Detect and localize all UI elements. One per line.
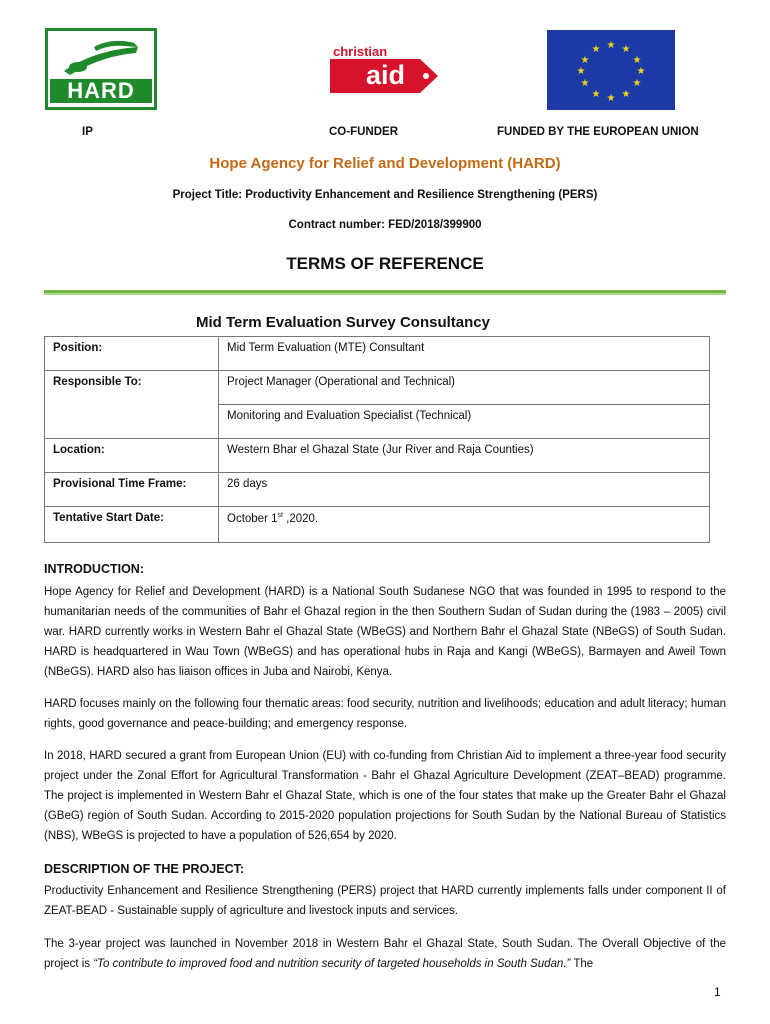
- introduction-paragraph-1: Hope Agency for Relief and Development (HARD) is a National South Sudanese NGO that was founded in 1995 to respond to the humanitarian needs of the communities of Bahr el Ghazal region in the then Southern Sudan of Sudan during the (1983 – 2005) civil war. HARD currently works in Western Bahr el Ghazal State (WBeGS) and Northern Bahr el Ghazal State (NBeGS) of South Sudan. HARD is headquartered in Wau Town (WBeGS) and has operational hubs in Raja and Kangi (WBeGS), Barmayen and Aweil Town (NBeGS). HARD also has liaison offices in Juba and Nairobi, Kenya.: [44, 586, 726, 678]
- location-key: Location:: [45, 439, 219, 473]
- hard-logo-text: HARD: [50, 79, 152, 103]
- timeframe-value: 26 days: [219, 473, 710, 507]
- timeframe-key: Provisional Time Frame:: [45, 473, 219, 507]
- christian-aid-logo: [330, 44, 440, 94]
- svg-text:★: ★: [591, 44, 601, 55]
- svg-text:★: ★: [606, 40, 616, 51]
- position-info-table: [44, 336, 710, 543]
- christian-aid-top-text: christian: [333, 44, 388, 59]
- svg-text:★: ★: [606, 93, 616, 104]
- table-row: [45, 507, 710, 543]
- start-date-day: October 1: [227, 512, 278, 525]
- eu-flag: [547, 30, 675, 110]
- table-row: [45, 439, 710, 473]
- svg-text:★: ★: [621, 44, 631, 55]
- svg-text:★: ★: [632, 55, 642, 66]
- organization-title: Hope Agency for Relief and Development (HARD): [209, 155, 561, 172]
- start-date-value: [219, 507, 710, 543]
- table-row: [45, 371, 710, 405]
- hard-logo: [45, 28, 157, 110]
- introduction-heading: INTRODUCTION:: [44, 562, 144, 576]
- svg-text:★: ★: [632, 78, 642, 89]
- svg-text:★: ★: [580, 55, 590, 66]
- introduction-paragraph-2: HARD focuses mainly on the following four thematic areas: food security, nutrition and livelihoods; education and adult literacy; human rights, good governance and peace-building; and emergency response.: [44, 698, 726, 730]
- green-divider: [44, 290, 726, 295]
- position-value: Mid Term Evaluation (MTE) Consultant: [219, 337, 710, 371]
- svg-text:★: ★: [636, 66, 646, 77]
- start-date-year: ,2020.: [282, 512, 319, 525]
- eu-stars-icon: [547, 30, 675, 110]
- consultancy-title: Mid Term Evaluation Survey Consultancy: [196, 314, 490, 331]
- responsible-key: Responsible To:: [45, 371, 219, 439]
- funded-by-eu-label: FUNDED BY THE EUROPEAN UNION: [497, 126, 699, 138]
- description-paragraph-2: [44, 934, 726, 974]
- page-number: 1: [714, 985, 721, 999]
- contract-number: Contract number: FED/2018/399900: [288, 219, 482, 231]
- description-heading: DESCRIPTION OF THE PROJECT:: [44, 862, 245, 876]
- cofunder-label: CO-FUNDER: [329, 126, 398, 138]
- start-date-suffix: st: [277, 512, 283, 519]
- ip-label: IP: [82, 126, 93, 138]
- start-date-key: Tentative Start Date:: [45, 507, 219, 543]
- table-row: [45, 337, 710, 371]
- project-title: Project Title: Productivity Enhancement and Resilience Strengthening (PERS): [172, 189, 598, 201]
- svg-text:★: ★: [621, 89, 631, 100]
- objective-intro: The 3-year project was launched in November 2018 in Western Bahr el Ghazal State, South Sudan. The Overall Objective of the project is: [44, 938, 726, 970]
- position-key: Position:: [45, 337, 219, 371]
- location-value: Western Bhar el Ghazal State (Jur River and Raja Counties): [219, 439, 710, 473]
- introduction-paragraph-3: In 2018, HARD secured a grant from European Union (EU) with co-funding from Christian Aid to implement a three-year food security project under the Zonal Effort for Agricultural Transformation - Bahr el Ghazal Agriculture Development (ZEAT–BEAD) programme. The project is implemented in Western Bahr el Ghazal State, which is one of the four states that make up the Greater Bahr el Ghazal (GBeG) region of South Sudan. According to 2015-2020 population projections for South Sudan by the National Bureau of Statistics (NBS), WBeGS is projected to have a population of 526,654 by 2020.: [44, 750, 726, 842]
- hard-emblem-icon: [54, 37, 148, 81]
- objective-trail: The: [570, 958, 594, 970]
- table-row: [45, 473, 710, 507]
- responsible-value-1: Project Manager (Operational and Technical): [219, 371, 710, 405]
- svg-text:★: ★: [591, 89, 601, 100]
- svg-text:★: ★: [576, 66, 586, 77]
- christian-aid-bottom-text: aid: [366, 60, 406, 90]
- terms-of-reference-title: TERMS OF REFERENCE: [286, 254, 484, 273]
- responsible-value-2: Monitoring and Evaluation Specialist (Technical): [219, 405, 710, 439]
- description-paragraph-1: Productivity Enhancement and Resilience Strengthening (PERS) project that HARD currently implements falls under component II of ZEAT-BEAD - Sustainable supply of agriculture and livestock inputs and services.: [44, 885, 726, 917]
- objective-quote: “To contribute to improved food and nutrition security of targeted households in South Sudan.”: [93, 958, 571, 970]
- svg-text:★: ★: [580, 78, 590, 89]
